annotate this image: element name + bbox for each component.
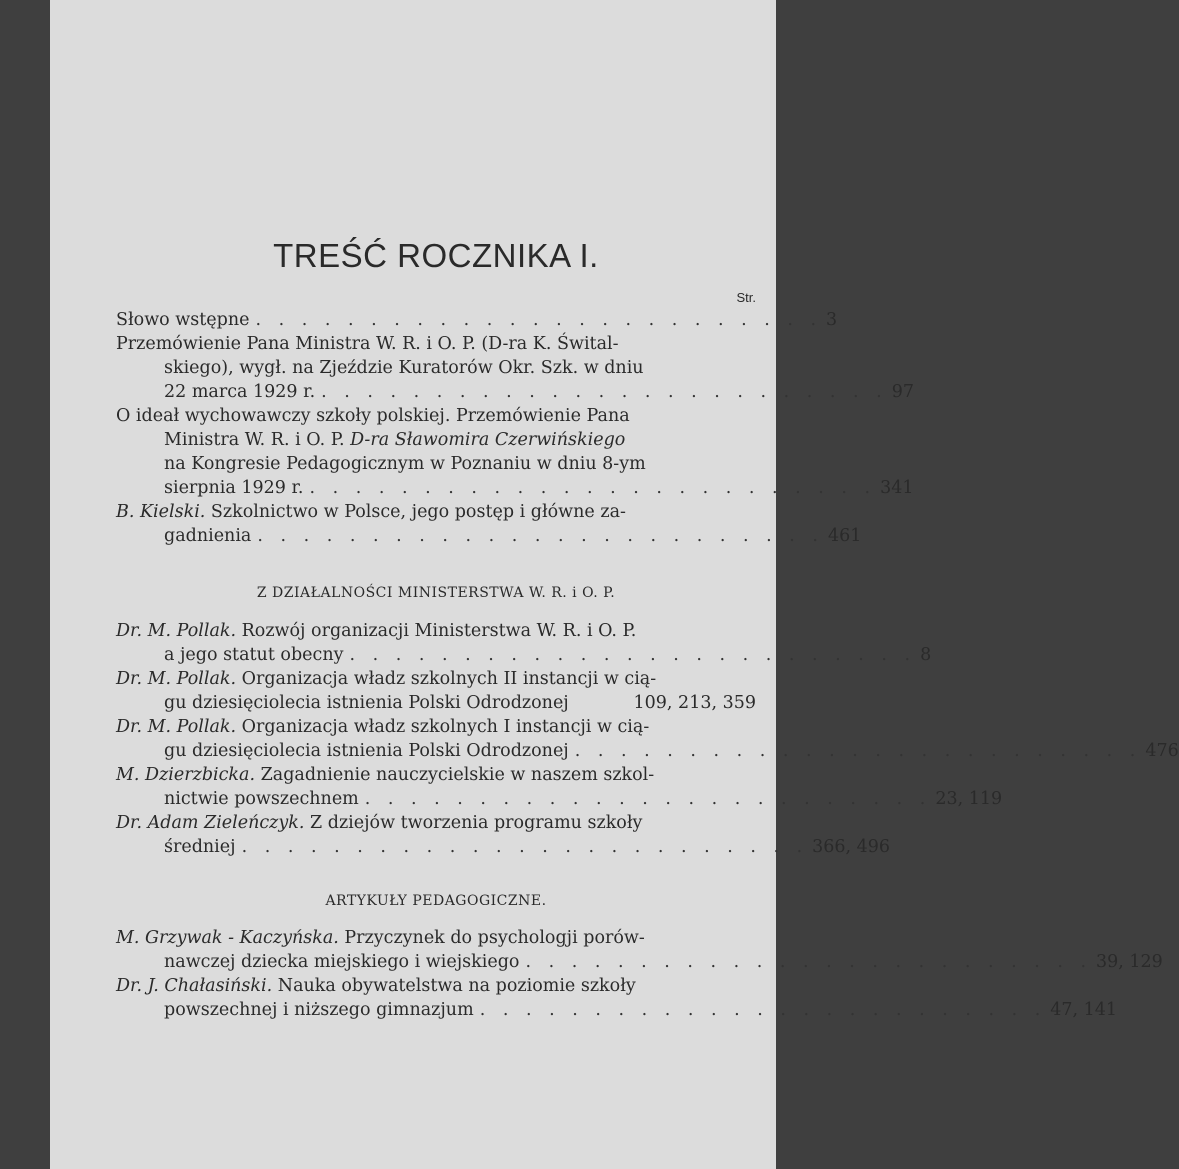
- toc-entry: [116, 404, 914, 500]
- page-number: 461: [827, 526, 862, 546]
- section-intro: [116, 308, 914, 548]
- entry-title: [116, 811, 756, 835]
- author: Dr. M. Pollak.: [116, 621, 237, 641]
- entry-text: Ministra W. R. i O. P.: [164, 430, 351, 450]
- entry-text: Organizacja władz szkolnych II instancji w cią-: [236, 669, 657, 689]
- leader-dots: . . . . . . . . . . . . . . . . . . . . . . . . .: [321, 382, 888, 402]
- entry-text: Przyczynek do psychologji porów-: [338, 928, 645, 948]
- leader-dots: . . . . . . . . . . . . . . . . . . . . . . . . .: [257, 526, 824, 546]
- entry-title: [116, 926, 756, 950]
- entry-text: Zagadnienie nauczycielskie w naszem szkol-: [255, 765, 655, 785]
- entry-title: Przemówienie Pana Ministra W. R. i O. P. (D-ra K. Śwital-: [116, 334, 619, 354]
- author: M. Dzierzbicka.: [116, 765, 256, 785]
- author: B. Kielski.: [116, 502, 206, 522]
- entry-title-cont: na Kongresie Pedagogicznym w Poznaniu w dniu 8-ym: [164, 454, 646, 474]
- leader-dots: . . . . . . . . . . . . . . . . . . . . . . . . .: [364, 789, 932, 809]
- page-number: 8: [920, 645, 932, 665]
- entry-title-cont: nawczej dziecka miejskiego i wiejskiego: [164, 952, 520, 972]
- page-number: 341: [880, 478, 914, 498]
- leader-dots: . . . . . . . . . . . . . . . . . . . . . . . . .: [479, 1000, 1047, 1020]
- section-pedagogical: [116, 926, 1163, 1022]
- entry-title: [116, 667, 756, 691]
- entry-title: [116, 974, 756, 998]
- entry-title: Słowo wstępne: [116, 310, 250, 330]
- page-number: 3: [826, 310, 838, 330]
- page-number: 109, 213, 359: [633, 693, 756, 713]
- toc-entry: [116, 763, 1003, 811]
- leader-dots: . . . . . . . . . . . . . . . . . . . . . . . . .: [255, 310, 823, 330]
- entry-title: [116, 619, 756, 643]
- toc-entry: [116, 619, 932, 667]
- person-name: D-ra Sławomira Czerwińskiego: [350, 430, 626, 450]
- entry-text: Rozwój organizacji Ministerstwa W. R. i O. P.: [236, 621, 637, 641]
- entry-title-cont: sierpnia 1929 r.: [164, 478, 304, 498]
- entry-title: [116, 763, 756, 787]
- author: Dr. M. Pollak.: [116, 717, 237, 737]
- entry-text: Z dziejów tworzenia programu szkoły: [304, 813, 643, 833]
- page-column-label: Str.: [736, 290, 756, 305]
- toc-entry: [116, 500, 862, 548]
- entry-text: Szkolnictwo w Polsce, jego postęp i główne za-: [205, 502, 626, 522]
- entry-title-cont: a jego statut obecny: [164, 645, 344, 665]
- leader-dots: . . . . . . . . . . . . . . . . . . . . . . . . .: [574, 741, 1142, 761]
- page-number: 366, 496: [812, 837, 891, 857]
- toc-entry: [116, 715, 1179, 763]
- entry-title: [116, 500, 756, 524]
- page-number: 97: [891, 382, 914, 402]
- toc-entry: [116, 811, 891, 859]
- leader-dots: . . . . . . . . . . . . . . . . . . . . . . . . .: [349, 645, 917, 665]
- entry-text: Nauka obywatelstwa na poziomie szkoły: [272, 976, 636, 996]
- toc-entry: [116, 926, 1163, 974]
- toc-entry: [116, 667, 756, 715]
- page-number: 476: [1145, 741, 1179, 761]
- leader-dots: . . . . . . . . . . . . . . . . . . . . . . . . .: [525, 952, 1093, 972]
- author: M. Grzywak - Kaczyńska.: [116, 928, 339, 948]
- entry-title: [116, 715, 756, 739]
- book-page: [50, 0, 1179, 1169]
- toc-entry: [116, 332, 914, 404]
- author: Dr. M. Pollak.: [116, 669, 237, 689]
- author: Dr. J. Chałasiński.: [116, 976, 273, 996]
- entry-title-cont: gadnienia: [164, 526, 252, 546]
- leader-dots: . . . . . . . . . . . . . . . . . . . . . . . . .: [309, 478, 877, 498]
- section-ministry: [116, 619, 1179, 859]
- entry-title-cont: gu dziesięciolecia istnienia Polski Odrodzonej: [164, 741, 569, 761]
- section-heading: Z DZIAŁALNOŚCI MINISTERSTWA W. R. i O. P.: [256, 585, 616, 601]
- toc-entry: [116, 308, 838, 332]
- section-heading: ARTYKUŁY PEDAGOGICZNE.: [325, 893, 547, 909]
- entry-title-cont: [116, 428, 756, 452]
- author: Dr. Adam Zieleńczyk.: [116, 813, 305, 833]
- leader-dots: . . . . . . . . . . . . . . . . . . . . . . . . .: [241, 837, 809, 857]
- page-number: 39, 129: [1096, 952, 1163, 972]
- toc-entry: [116, 974, 1118, 1022]
- page-number: 47, 141: [1050, 1000, 1118, 1020]
- entry-title-cont: skiego), wygł. na Zjeździe Kuratorów Okr. Szk. w dniu: [164, 358, 644, 378]
- entry-title-cont: 22 marca 1929 r.: [164, 382, 316, 402]
- entry-title-cont: powszechnej i niższego gimnazjum: [164, 1000, 474, 1020]
- entry-title-cont: średniej: [164, 837, 236, 857]
- entry-title-cont: gu dziesięciolecia istnienia Polski Odrodzonej: [164, 693, 569, 713]
- entry-title: O ideał wychowawczy szkoły polskiej. Przemówienie Pana: [116, 406, 630, 426]
- entry-title-cont: nictwie powszechnem: [164, 789, 359, 809]
- page-title: TREŚĆ ROCZNIKA I.: [273, 237, 599, 274]
- page-number: 23, 119: [935, 789, 1003, 809]
- entry-text: Organizacja władz szkolnych I instancji w cią-: [236, 717, 650, 737]
